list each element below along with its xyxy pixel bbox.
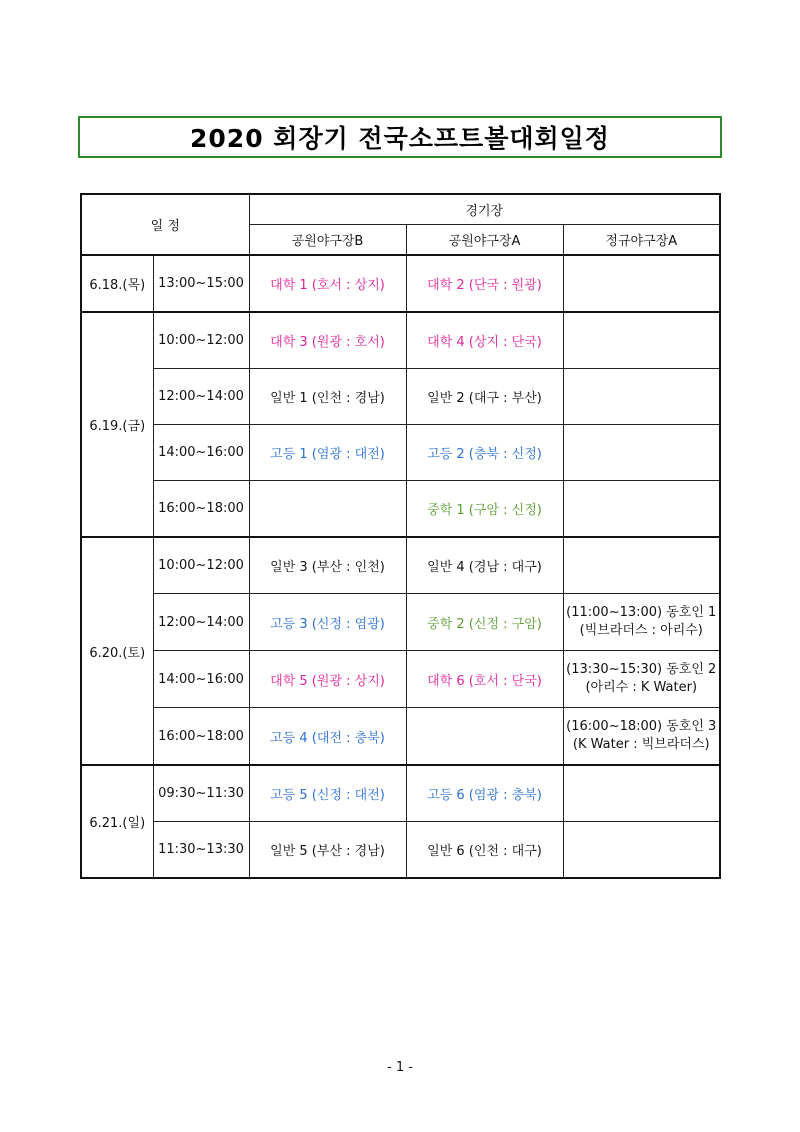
header-schedule: 일 정 (81, 194, 249, 255)
table-row (81, 425, 720, 481)
page-title: 2020 회장기 전국소프트볼대회일정 (190, 124, 610, 153)
date-cell: 6.21.(일) (81, 765, 153, 878)
table-row (81, 822, 720, 879)
match-cell: 고등 1 (염광 : 대전) (249, 425, 406, 481)
table-row (81, 708, 720, 766)
page-number: - 1 - (387, 1060, 413, 1075)
table-row (81, 651, 720, 708)
match-cell (563, 822, 720, 879)
schedule-table (80, 193, 721, 879)
match-cell: 일반 3 (부산 : 인천) (249, 537, 406, 594)
club-match-line-2: (아리수 : K Water) (585, 680, 698, 695)
header-row-1 (81, 194, 720, 225)
match-cell (249, 481, 406, 538)
time-cell: 11:30~13:30 (153, 822, 249, 879)
time-cell: 10:00~12:00 (153, 537, 249, 594)
match-cell (563, 312, 720, 369)
club-match-cell (563, 594, 720, 651)
table-row (81, 537, 720, 594)
time-cell: 12:00~14:00 (153, 594, 249, 651)
match-cell: 일반 1 (인천 : 경남) (249, 369, 406, 425)
match-cell: 고등 5 (신정 : 대전) (249, 765, 406, 822)
match-cell: 일반 5 (부산 : 경남) (249, 822, 406, 879)
club-match-cell (563, 708, 720, 766)
club-match-line-1: (16:00~18:00) 동호인 3 (566, 719, 717, 734)
match-cell (563, 481, 720, 538)
date-cell: 6.20.(토) (81, 537, 153, 765)
header-venue-b: 공원야구장B (249, 225, 406, 256)
match-cell: 대학 6 (호서 : 단국) (406, 651, 563, 708)
match-cell: 대학 3 (원광 : 호서) (249, 312, 406, 369)
date-cell: 6.19.(금) (81, 312, 153, 537)
match-cell (563, 537, 720, 594)
header-venue-group: 경기장 (249, 194, 720, 225)
match-cell: 일반 4 (경남 : 대구) (406, 537, 563, 594)
club-match-line-1: (13:30~15:30) 동호인 2 (566, 662, 717, 677)
match-cell: 고등 2 (충북 : 신정) (406, 425, 563, 481)
time-cell: 10:00~12:00 (153, 312, 249, 369)
date-cell: 6.18.(목) (81, 255, 153, 312)
match-cell: 중학 2 (신정 : 구암) (406, 594, 563, 651)
match-cell: 대학 4 (상지 : 단국) (406, 312, 563, 369)
time-cell: 12:00~14:00 (153, 369, 249, 425)
time-cell: 14:00~16:00 (153, 425, 249, 481)
table-row (81, 369, 720, 425)
match-cell (563, 369, 720, 425)
time-cell: 16:00~18:00 (153, 481, 249, 538)
match-cell (563, 255, 720, 312)
match-cell (563, 425, 720, 481)
time-cell: 13:00~15:00 (153, 255, 249, 312)
table-row (81, 594, 720, 651)
time-cell: 16:00~18:00 (153, 708, 249, 766)
table-row (81, 255, 720, 312)
title-box (78, 116, 722, 158)
time-cell: 14:00~16:00 (153, 651, 249, 708)
match-cell: 고등 3 (신정 : 염광) (249, 594, 406, 651)
match-cell (563, 765, 720, 822)
header-venue-a: 공원야구장A (406, 225, 563, 256)
club-match-cell (563, 651, 720, 708)
match-cell: 고등 4 (대전 : 충북) (249, 708, 406, 766)
table-row (81, 481, 720, 538)
table-row (81, 765, 720, 822)
match-cell: 고등 6 (염광 : 충북) (406, 765, 563, 822)
match-cell (406, 708, 563, 766)
club-match-line-1: (11:00~13:00) 동호인 1 (566, 605, 717, 620)
club-match-line-2: (빅브라더스 : 아리수) (579, 623, 703, 638)
time-cell: 09:30~11:30 (153, 765, 249, 822)
header-venue-regular-a: 정규야구장A (563, 225, 720, 256)
match-cell: 대학 1 (호서 : 상지) (249, 255, 406, 312)
club-match-line-2: (K Water : 빅브라더스) (572, 737, 710, 752)
match-cell: 중학 1 (구암 : 신정) (406, 481, 563, 538)
table-row (81, 312, 720, 369)
match-cell: 대학 5 (원광 : 상지) (249, 651, 406, 708)
match-cell: 일반 6 (인천 : 대구) (406, 822, 563, 879)
match-cell: 대학 2 (단국 : 원광) (406, 255, 563, 312)
match-cell: 일반 2 (대구 : 부산) (406, 369, 563, 425)
